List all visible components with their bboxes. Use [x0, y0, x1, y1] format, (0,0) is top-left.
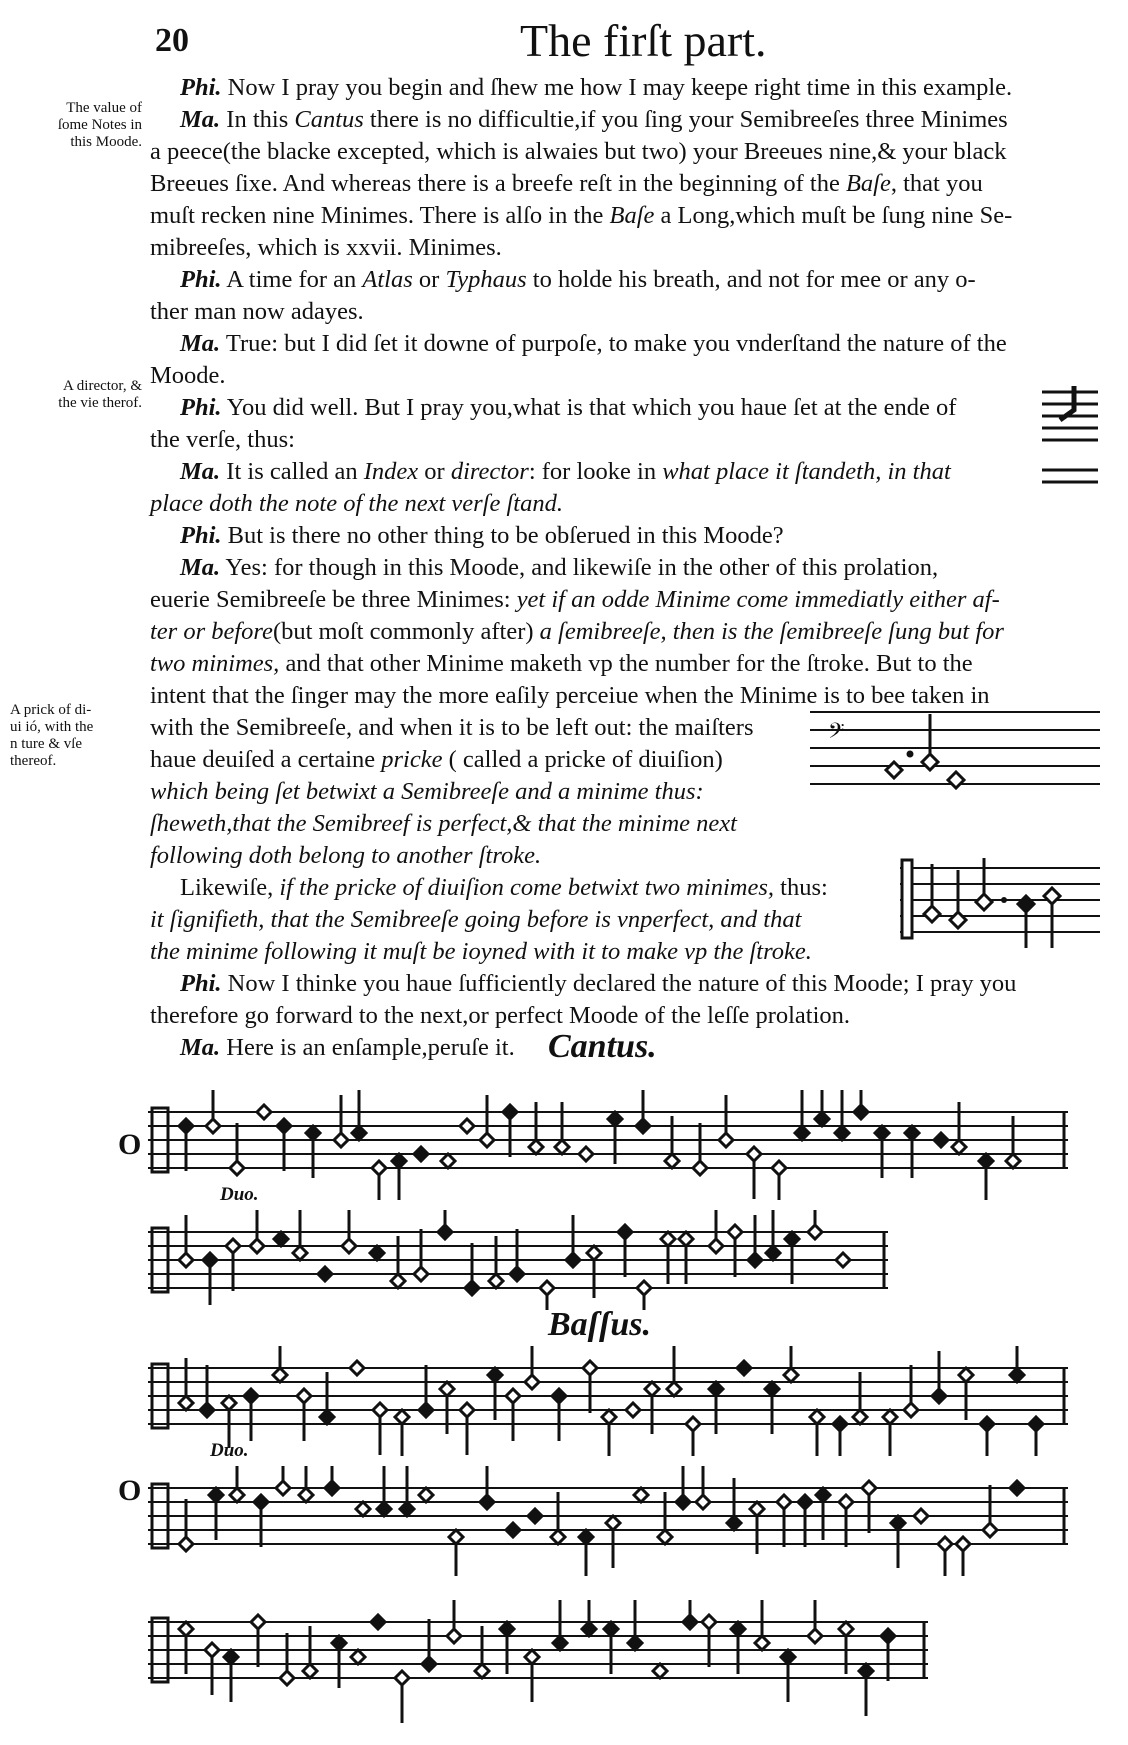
text-run: a Long,which muſt be ſung nine Se-: [654, 202, 1013, 229]
note: [391, 1236, 405, 1288]
note: [392, 1154, 406, 1200]
note: [959, 1368, 973, 1420]
note: [658, 1492, 672, 1544]
text-line: [180, 968, 1080, 1000]
text-run: ſheweth,that the Semibreef is perfect,& that the minime next: [150, 810, 737, 837]
text-run: ther man now adayes.: [150, 298, 364, 325]
note: [854, 1090, 868, 1119]
note: [731, 1622, 745, 1674]
note: [352, 1090, 366, 1140]
text-run: it ſignifieth, that the Semibreeſe going before is vnperfect, and that: [150, 906, 802, 933]
text-line: [150, 584, 1080, 616]
note: [952, 1102, 966, 1154]
text-run: what place it ſtandeth, in that: [662, 458, 951, 485]
note: [510, 1229, 524, 1281]
text-line: [150, 648, 1080, 680]
note: [602, 1410, 616, 1456]
note: [686, 1417, 700, 1456]
speaker-label: Phi.: [180, 970, 222, 997]
text-line: [180, 72, 1080, 104]
note: [529, 1102, 543, 1154]
text-run: and that other Minime maketh vp the number for the ſtroke. But to the: [279, 650, 973, 677]
margin-note-director: A director, & the vie therof.: [58, 378, 142, 411]
note: [1029, 1417, 1043, 1456]
note: [979, 1154, 993, 1200]
text-line: [150, 296, 1080, 328]
note: [318, 1267, 332, 1281]
text-run: Yes: for though in this Moode, and likewiſe in the other of this prolation,: [220, 554, 939, 581]
cantus-staff-1: [148, 1090, 1068, 1200]
note: [179, 1622, 193, 1674]
text-run: haue deuiſed a certaine: [150, 746, 382, 773]
text-run: mibreeſes, which is xxvii. Minimes.: [150, 234, 502, 261]
text-run: to holde his breath, and not for mee or any o-: [526, 266, 976, 293]
text-run: ter or before: [150, 618, 273, 645]
text-run: with the Semibreeſe, and when it is to be left out: the maiſters: [150, 714, 754, 741]
note: [932, 1351, 946, 1403]
note: [475, 1626, 489, 1678]
note: [306, 1126, 320, 1178]
note: [274, 1232, 288, 1246]
note: [179, 1119, 193, 1171]
note: [645, 1382, 659, 1434]
note: [606, 1516, 620, 1568]
note: [765, 1382, 779, 1434]
note: [371, 1615, 385, 1629]
note: [693, 1123, 707, 1175]
note: [503, 1105, 517, 1157]
speaker-label: Phi.: [180, 522, 222, 549]
note: [815, 1090, 829, 1126]
note: [626, 1403, 640, 1417]
note: [853, 1372, 867, 1424]
note: [395, 1671, 409, 1723]
text-run: Likewiſe,: [180, 874, 280, 901]
note: [777, 1495, 791, 1547]
note: [875, 1126, 889, 1178]
note: [480, 1095, 494, 1147]
note: [449, 1530, 463, 1576]
note: [500, 1622, 514, 1674]
text-line: [150, 616, 1080, 648]
note: [488, 1368, 502, 1420]
note: [460, 1403, 474, 1455]
speaker-label: Ma.: [180, 1034, 221, 1061]
note: [205, 1643, 219, 1695]
paragraph: [150, 104, 1080, 264]
text-line: [180, 328, 1080, 360]
director-symbol: [1040, 380, 1100, 490]
text-line: [150, 136, 1080, 168]
note: [859, 1664, 873, 1716]
text-line: [180, 552, 1080, 584]
note: [755, 1600, 769, 1650]
note: [810, 1410, 824, 1456]
paragraph: [150, 520, 1080, 552]
note: [209, 1488, 223, 1540]
paragraph: [150, 72, 1080, 104]
note: [373, 1403, 387, 1455]
text-run: , that you: [890, 170, 983, 197]
note: [1010, 1346, 1024, 1382]
note: [980, 1417, 994, 1456]
note: [835, 1090, 849, 1140]
note: [798, 1495, 812, 1547]
svg-text:𝄢: 𝄢: [828, 719, 845, 749]
note: [579, 1147, 593, 1161]
text-run: or: [412, 266, 446, 293]
note: [583, 1361, 597, 1413]
note: [891, 1516, 905, 1568]
note: [795, 1090, 809, 1140]
text-run: therefore go forward to the next,or perfect Moode of the leſſe prolation.: [150, 1002, 851, 1029]
text-run: Here is an enſample,peruſe it.: [220, 1034, 515, 1061]
duo-label-bassus: Duo.: [210, 1440, 249, 1461]
cantus-staff-2: [148, 1210, 888, 1310]
text-run: Typhaus: [445, 266, 527, 293]
note: [438, 1210, 452, 1239]
note: [737, 1361, 751, 1375]
note: [587, 1246, 601, 1298]
note: [506, 1389, 520, 1441]
note: [719, 1095, 733, 1147]
speaker-label: Phi.: [180, 394, 222, 421]
note: [750, 1502, 764, 1554]
text-run: two minimes,: [150, 650, 280, 677]
text-run: which being ſet betwixt a Semibreeſe and a minime thus:: [150, 778, 704, 805]
note: [747, 1147, 761, 1199]
text-run: Index: [363, 458, 419, 485]
note: [628, 1600, 642, 1650]
note: [325, 1466, 339, 1495]
text-run: Now I pray you begin and ſhew me how I may keepe right time in this example.: [221, 74, 1013, 101]
note: [956, 1537, 970, 1576]
speaker-label: Ma.: [180, 106, 221, 133]
page-number: 20: [155, 22, 189, 59]
note: [553, 1600, 567, 1650]
speaker-label: Ma.: [180, 554, 221, 581]
text-run: muſt recken nine Minimes. There is alſo in the: [150, 202, 610, 229]
note: [634, 1488, 648, 1502]
note: [377, 1466, 391, 1516]
text-run: director: [450, 458, 529, 485]
note: [709, 1382, 723, 1434]
text-line: [150, 168, 1080, 200]
note: [983, 1485, 997, 1537]
margin-note-prick: A prick of di- ui ió, with the n ture & vſe thereof.: [10, 702, 94, 769]
text-run: Atlas: [362, 266, 413, 293]
text-line: [150, 360, 1080, 392]
note: [226, 1239, 240, 1291]
speaker-label: Ma.: [180, 458, 221, 485]
note: [727, 1478, 741, 1530]
note: [667, 1346, 681, 1396]
note: [419, 1365, 433, 1417]
text-run: True: but I did ſet it downe of purpoſe, to make you vnderſtand the nature of the: [220, 330, 1007, 357]
note: [551, 1492, 565, 1544]
text-line: [180, 104, 1080, 136]
note: [179, 1215, 193, 1267]
note: [257, 1105, 271, 1119]
speaker-label: Ma.: [180, 330, 221, 357]
text-line: [180, 392, 1080, 424]
text-run: A time for an: [221, 266, 363, 293]
text-run: the minime following it muſt be ioyned with it to make vp the ſtroke.: [150, 938, 812, 965]
note: [653, 1664, 667, 1678]
note: [862, 1481, 876, 1533]
note: [244, 1389, 258, 1441]
text-run: ( called a pricke of diuiſion): [442, 746, 723, 773]
text-line: [150, 200, 1080, 232]
text-line: [180, 264, 1080, 296]
note: [230, 1123, 244, 1175]
note: [785, 1232, 799, 1284]
note: [881, 1629, 895, 1681]
text-run: (but moſt commonly after): [272, 618, 540, 645]
note: [280, 1633, 294, 1685]
note: [293, 1210, 307, 1260]
text-line: [180, 520, 1080, 552]
duo-label-cantus: Duo.: [220, 1184, 259, 1205]
paragraph: [150, 264, 1080, 328]
text-run: But is there no other thing to be obſerued in this Moode?: [221, 522, 784, 549]
text-run: yet if an odde Minime come immediatly either af-: [516, 586, 1000, 613]
note: [748, 1215, 762, 1267]
note: [356, 1502, 370, 1516]
note: [370, 1246, 384, 1260]
margin-note-value: The value of ſome Notes in this Moode.: [57, 100, 142, 150]
note: [465, 1243, 479, 1295]
note: [604, 1622, 618, 1674]
note: [422, 1619, 436, 1671]
text-run: there is no difficultie,if you ſing your Semibreeſes three Minimes: [363, 106, 1008, 133]
note: [179, 1358, 193, 1410]
note: [203, 1253, 217, 1305]
note: [334, 1095, 348, 1147]
prick-between-minims-example: [900, 854, 1100, 954]
note: [665, 1116, 679, 1168]
text-line: [150, 808, 1080, 840]
note: [808, 1210, 822, 1239]
paragraph: [150, 328, 1080, 392]
note: [679, 1232, 693, 1284]
paragraph: [150, 392, 1080, 456]
note: [277, 1119, 291, 1171]
note: [938, 1537, 952, 1576]
note: [230, 1466, 244, 1502]
note: [525, 1650, 539, 1702]
text-run: if the pricke of diuiſion come betwixt two minimes,: [279, 874, 775, 901]
note: [904, 1365, 918, 1417]
mensuration-sign: O: [118, 1128, 142, 1161]
running-title: The firſt part.: [520, 15, 767, 66]
note: [839, 1495, 853, 1547]
note: [299, 1466, 313, 1502]
paragraph: [150, 968, 1080, 1032]
note: [839, 1622, 853, 1674]
text-run: thus:: [774, 874, 828, 901]
note: [784, 1346, 798, 1382]
text-run: Baſe: [609, 202, 655, 229]
note: [608, 1112, 622, 1164]
note: [1010, 1481, 1024, 1495]
speaker-label: Phi.: [180, 266, 222, 293]
bassus-staff-3: [148, 1600, 928, 1725]
mensuration-sign-bassus: O: [118, 1474, 142, 1507]
note: [350, 1361, 364, 1375]
text-run: the verſe, thus:: [150, 426, 295, 453]
note: [303, 1626, 317, 1678]
text-run: Breeues ſixe. And whereas there is a breefe reſt in the beginning of the: [150, 170, 846, 197]
text-run: pricke: [381, 746, 443, 773]
note: [460, 1119, 474, 1133]
note: [728, 1225, 742, 1277]
note: [441, 1154, 455, 1168]
note: [816, 1488, 830, 1540]
note: [414, 1147, 428, 1161]
text-run: It is called an: [220, 458, 364, 485]
note: [566, 1215, 580, 1267]
text-line: [150, 232, 1080, 264]
text-line: [180, 456, 1080, 488]
text-run: a ſemibreeſe, then is the ſemibreeſe ſung but for: [539, 618, 1004, 645]
note: [836, 1253, 850, 1267]
text-run: Now I thinke you haue ſufficiently declared the nature of this Moode; I pray you: [221, 970, 1017, 997]
text-run: a peece(the blacke excepted, which is alwaies but two) your Breeues nine,& your black: [150, 138, 1007, 165]
note: [179, 1499, 193, 1551]
text-run: euerie Semibreeſe be three Minimes:: [150, 586, 517, 613]
prick-of-division-example: [810, 694, 1100, 804]
cantus-title: Cantus.: [548, 1028, 657, 1065]
note: [489, 1236, 503, 1288]
note: [440, 1382, 454, 1434]
text-run: Baſe: [845, 170, 891, 197]
note: [555, 1102, 569, 1154]
note: [273, 1346, 287, 1382]
note: [320, 1372, 334, 1424]
note: [1006, 1116, 1020, 1168]
note: [528, 1509, 542, 1523]
note: [661, 1232, 675, 1284]
text-run: : for looke in: [528, 458, 663, 485]
note: [883, 1410, 897, 1456]
note: [772, 1161, 786, 1200]
text-run: Cantus: [294, 106, 364, 133]
text-run: or: [418, 458, 451, 485]
bassus-staff-1: [148, 1346, 1068, 1456]
note: [332, 1636, 346, 1688]
note: [781, 1650, 795, 1702]
note: [934, 1133, 948, 1147]
note: [251, 1615, 265, 1667]
note: [276, 1466, 290, 1495]
note: [254, 1495, 268, 1547]
note: [618, 1225, 632, 1277]
text-run: Moode.: [150, 362, 226, 389]
bassus-staff-2: [148, 1466, 1068, 1576]
note: [702, 1615, 716, 1667]
text-run: place doth the note of the next verſe ſtand.: [150, 490, 563, 517]
text-run: following doth belong to another ſtroke.: [150, 842, 542, 869]
note: [419, 1488, 433, 1502]
note: [200, 1365, 214, 1417]
speaker-label: Phi.: [180, 74, 222, 101]
note: [297, 1389, 311, 1441]
text-run: In this: [220, 106, 295, 133]
note: [395, 1410, 409, 1456]
paragraph: [150, 456, 1080, 520]
text-run: intent that the ſinger may the more eaſily perceiue when the Minime is to bee taken in: [150, 682, 990, 709]
note: [683, 1600, 697, 1629]
note: [833, 1417, 847, 1456]
note: [914, 1509, 928, 1523]
note: [582, 1600, 596, 1636]
note: [766, 1210, 780, 1260]
note: [351, 1650, 365, 1664]
note: [224, 1650, 238, 1702]
note: [372, 1161, 386, 1200]
text-line: [150, 488, 1080, 520]
bassus-title: Baſſus.: [548, 1306, 651, 1343]
note: [905, 1126, 919, 1178]
note: [414, 1229, 428, 1281]
note: [506, 1523, 520, 1537]
text-run: You did well. But I pray you,what is that which you haue ſet at the ende of: [221, 394, 957, 421]
text-line: [150, 424, 1080, 456]
note: [579, 1530, 593, 1576]
note: [552, 1389, 566, 1441]
note: [400, 1466, 414, 1516]
